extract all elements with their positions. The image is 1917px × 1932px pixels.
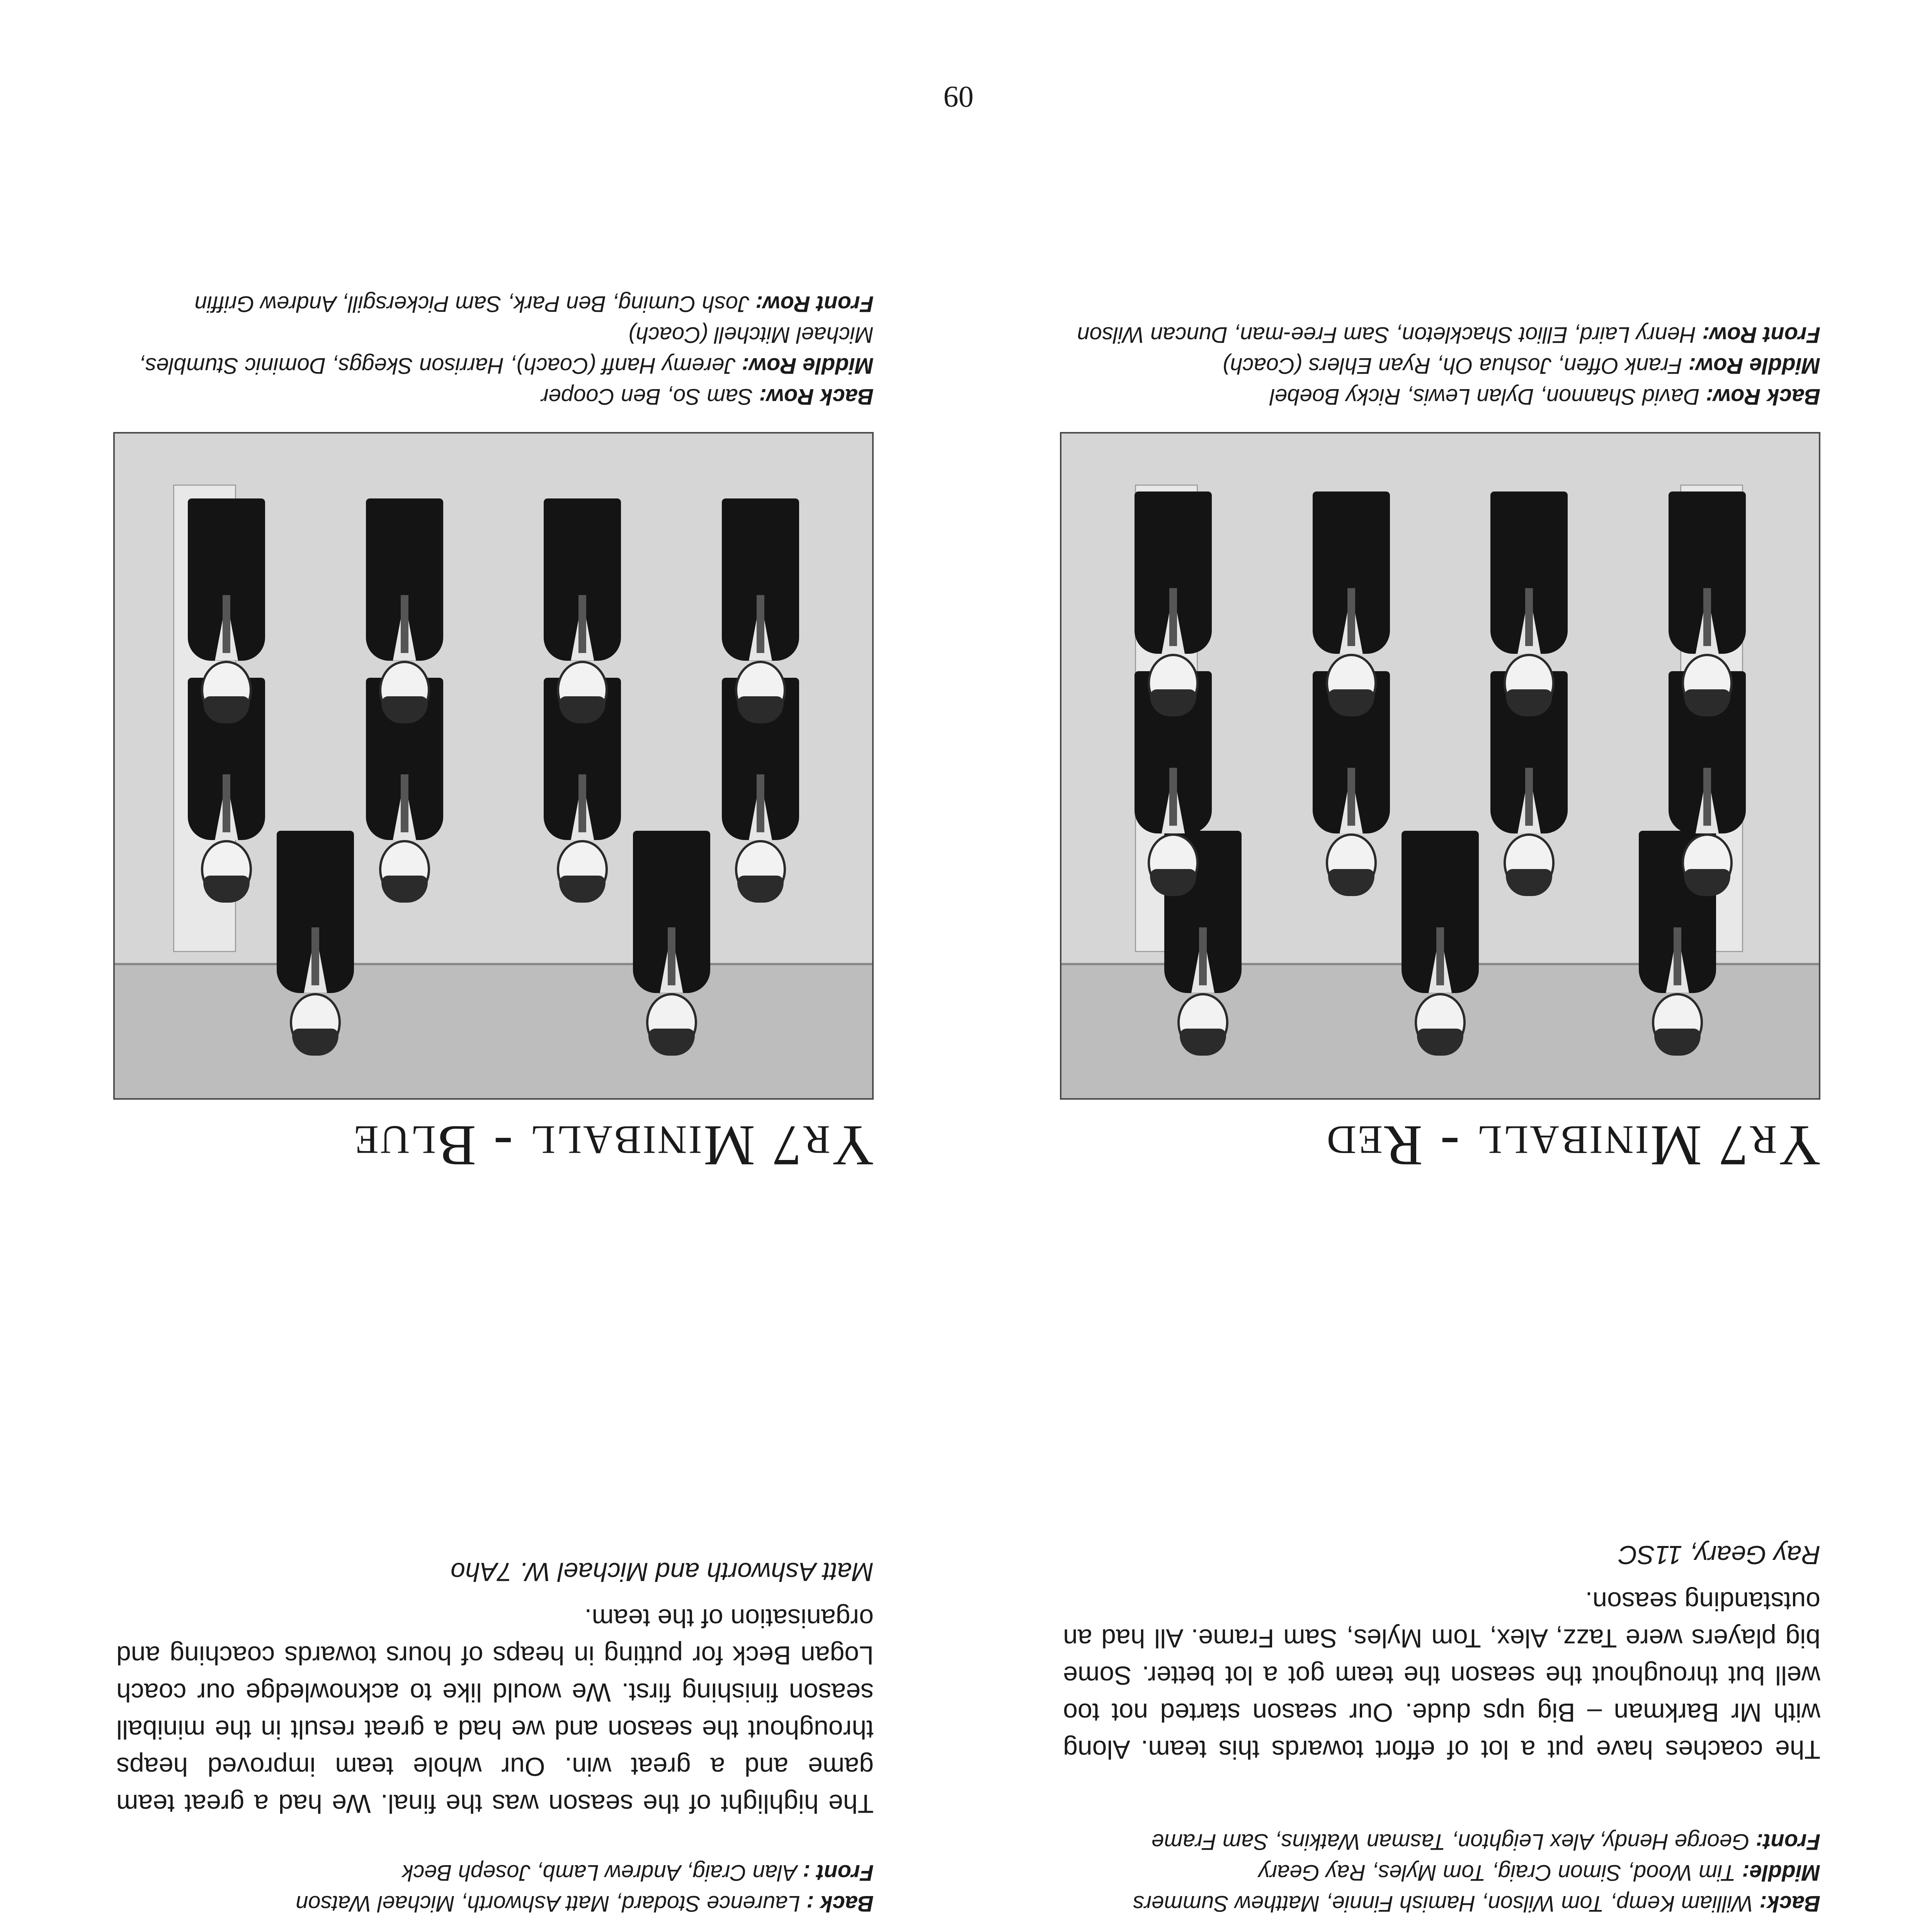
- section-title: Yr7 Miniball - Blue: [352, 1114, 874, 1178]
- caption-names: Tim Wood, Simon Craig, Tom Myles, Ray Geary: [1258, 1860, 1742, 1885]
- photo-caption: [1063, 319, 1820, 412]
- caption-line: [116, 381, 874, 412]
- caption-line: [116, 1857, 874, 1888]
- caption-line: [116, 1888, 874, 1919]
- caption-names: Frank Offen, Joshua Oh, Ryan Ehlers (Coach): [1222, 353, 1689, 378]
- caption-names: Henry Laird, Elliot Shackleton, Sam Free-man, Duncan Wilson: [1077, 322, 1702, 347]
- caption-label: Back Row:: [1706, 384, 1820, 409]
- photo-caption: [1063, 1826, 1820, 1919]
- caption-line: [1063, 1888, 1820, 1919]
- caption-label: Back:: [1759, 1891, 1820, 1916]
- team-member: [1144, 492, 1202, 713]
- caption-line: [116, 319, 874, 381]
- caption-label: Middle:: [1742, 1860, 1820, 1885]
- photo-row-front: [1084, 492, 1796, 713]
- photo-caption: [116, 1857, 874, 1919]
- caption-line: [1063, 350, 1820, 381]
- caption-label: Front :: [803, 1860, 874, 1885]
- team-member: [197, 498, 255, 719]
- page-number: 09: [943, 80, 974, 114]
- caption-names: George Hendy, Alex Leighton, Tasman Watkins, Sam Frame: [1151, 1829, 1756, 1854]
- caption-label: Back :: [806, 1891, 874, 1916]
- caption-label: Front:: [1755, 1829, 1820, 1854]
- team-photo: [1060, 432, 1820, 1100]
- caption-names: Alan Craig, Andrew Lamb, Joseph Beck: [402, 1860, 803, 1885]
- photo-row-front: [138, 498, 849, 719]
- team-member: [1322, 492, 1380, 713]
- caption-label: Front Row:: [1702, 322, 1820, 347]
- caption-line: [116, 288, 874, 319]
- team-member: [1500, 492, 1558, 713]
- column-right: [116, 0, 874, 1932]
- caption-line: [1063, 381, 1820, 412]
- caption-names: Jeremy Hanff (Coach), Harrison Skeggs, Dominic Stumbles, Michael Mitchell (Coach): [139, 322, 874, 378]
- caption-label: Middle Row:: [742, 353, 874, 378]
- caption-names: David Shannon, Dylan Lewis, Ricky Boebel: [1270, 384, 1706, 409]
- team-report: [116, 1553, 874, 1822]
- caption-names: William Kemp, Tom Wilson, Hamish Finnie, Matthew Summers: [1133, 1891, 1760, 1916]
- caption-line: [1063, 1857, 1820, 1888]
- report-signature: Matt Ashworth and Michael W. 7Aho: [451, 1557, 874, 1587]
- caption-names: Josh Cuming, Ben Park, Sam Pickersgill, Andrew Griffin: [194, 291, 755, 316]
- team-member: [553, 498, 611, 719]
- report-paragraph: The coaches have put a lot of effort towards this team. Along with Mr Barkman – Big ups dude. Our season started not too well but throughout the season the team got a lot better. Some big players were Tazz, Alex, Tom Myles, Sam Frame. All had an outstanding season.: [1063, 1587, 1820, 1764]
- column-left: [1063, 0, 1820, 1932]
- caption-line: [1063, 319, 1820, 350]
- photo-caption: [116, 288, 874, 412]
- caption-names: Sam So, Ben Cooper: [541, 384, 759, 409]
- section-title: Yr7 Miniball - Red: [1325, 1114, 1820, 1178]
- team-member: [1678, 492, 1736, 713]
- caption-label: Middle Row:: [1688, 353, 1820, 378]
- caption-label: Front Row:: [755, 291, 874, 316]
- report-paragraph: The highlight of the season was the final. We had a great team game and a great win. Our whole team improved heaps throughout the season and we had a great result in the miniball season finishing first. We would like to acknowledge our coach Logan Beck for putting in heaps of hours towards coaching and organisation of the team.: [116, 1604, 874, 1818]
- team-report: [1063, 1536, 1820, 1768]
- caption-label: Back Row:: [759, 384, 874, 409]
- caption-names: Laurence Stodard, Matt Ashworth, Michael Watson: [296, 1891, 806, 1916]
- team-member: [731, 498, 789, 719]
- team-photo: [113, 432, 874, 1100]
- report-signature: Ray Geary, 11SC: [1618, 1540, 1820, 1570]
- caption-line: [1063, 1826, 1820, 1857]
- team-member: [376, 498, 434, 719]
